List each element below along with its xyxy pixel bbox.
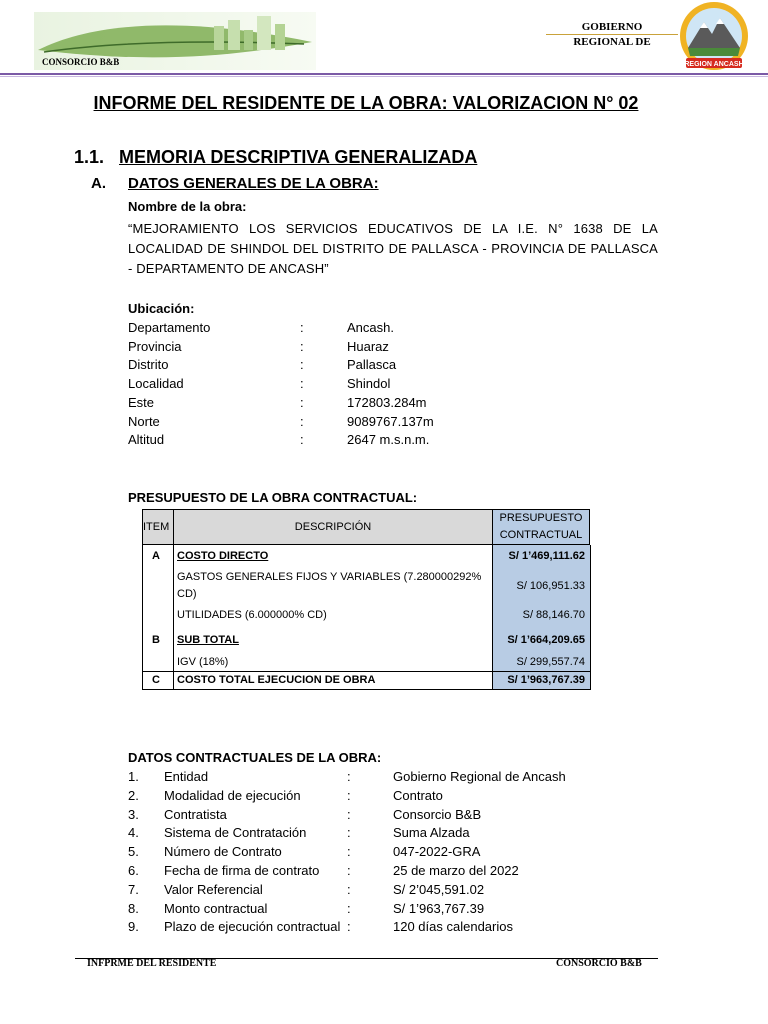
table-item-divider bbox=[173, 545, 174, 689]
obra-label: Nombre de la obra: bbox=[128, 199, 247, 214]
ubicacion-row bbox=[128, 395, 528, 413]
contractual-row bbox=[128, 863, 688, 881]
contractual-sep: : bbox=[347, 787, 351, 803]
contractual-sep: : bbox=[347, 863, 351, 878]
row-gg-desc-2: CD) bbox=[177, 588, 197, 600]
ubicacion-sep: : bbox=[300, 414, 304, 429]
ubicacion-key: Este bbox=[128, 395, 155, 410]
ubicacion-value: Pallasca bbox=[347, 357, 397, 372]
row-a-desc: COSTO DIRECTO bbox=[177, 550, 269, 562]
contractual-value: Consorcio B&B bbox=[393, 806, 482, 822]
contractual-number: 2. bbox=[128, 787, 139, 803]
gold-rule bbox=[546, 34, 678, 35]
col-header-desc: DESCRIPCIÓN bbox=[173, 509, 493, 545]
contractual-row bbox=[128, 769, 688, 787]
row-a-amount: S/ 1’469,111.62 bbox=[508, 550, 585, 562]
contractual-value: S/ 2’045,591.02 bbox=[393, 881, 485, 897]
subsection-letter: A. bbox=[91, 175, 106, 192]
table-amount-divider bbox=[492, 545, 493, 689]
subsection-title: DATOS GENERALES DE LA OBRA: bbox=[128, 175, 379, 192]
contractual-value: 120 días calendarios bbox=[393, 919, 513, 935]
contractual-key: Plazo de ejecución contractual bbox=[164, 919, 341, 935]
region-ancash-emblem bbox=[678, 0, 750, 72]
contractual-number: 9. bbox=[128, 919, 139, 935]
presupuesto-label: PRESUPUESTO DE LA OBRA CONTRACTUAL: bbox=[128, 490, 418, 505]
ubicacion-row bbox=[128, 320, 528, 338]
contractual-number: 1. bbox=[128, 769, 139, 784]
ubicacion-sep: : bbox=[300, 432, 304, 447]
contractual-key: Monto contractual bbox=[164, 900, 268, 916]
footer-right: CONSORCIO B&B bbox=[556, 958, 642, 969]
contractual-number: 3. bbox=[128, 806, 139, 822]
row-igv-desc: IGV (18%) bbox=[177, 656, 229, 668]
contractual-row bbox=[128, 825, 688, 843]
consorcio-caption: CONSORCIO B&B bbox=[42, 57, 120, 67]
ubicacion-key: Distrito bbox=[128, 357, 169, 372]
row-b-desc: SUB TOTAL bbox=[177, 634, 239, 646]
contractual-value: S/ 1’963,767.39 bbox=[393, 900, 485, 916]
total-top-rule bbox=[142, 671, 591, 672]
contractual-sep: : bbox=[347, 769, 351, 784]
row-util-desc: UTILIDADES (6.000000% CD) bbox=[177, 609, 327, 621]
ubicacion-row bbox=[128, 376, 528, 394]
contractual-sep: : bbox=[347, 806, 351, 822]
row-b-amount: S/ 1’664,209.65 bbox=[507, 634, 585, 646]
ubicacion-sep: : bbox=[300, 320, 304, 335]
ubicacion-key: Norte bbox=[128, 414, 160, 429]
row-a-item: A bbox=[152, 550, 160, 562]
col-header-item: ITEM bbox=[142, 509, 174, 545]
ubicacion-key: Localidad bbox=[128, 376, 184, 391]
ubicacion-key: Provincia bbox=[128, 339, 182, 354]
ubicacion-sep: : bbox=[300, 357, 304, 372]
contractual-row bbox=[128, 844, 688, 862]
ubicacion-sep: : bbox=[300, 395, 304, 410]
contractual-row bbox=[128, 882, 688, 900]
contractual-key: Valor Referencial bbox=[164, 881, 263, 897]
ubicacion-value: 2647 m.s.n.m. bbox=[347, 432, 430, 447]
contractual-number: 7. bbox=[128, 881, 139, 897]
contractual-sep: : bbox=[347, 844, 351, 860]
gov-line-1: GOBIERNO bbox=[581, 21, 643, 33]
contractual-value: Gobierno Regional de Ancash bbox=[393, 769, 566, 784]
section-title: MEMORIA DESCRIPTIVA GENERALIZADA bbox=[119, 147, 478, 167]
obra-name: “MEJORAMIENTO LOS SERVICIOS EDUCATIVOS DE LA I.E. N° 1638 DE LA LOCALIDAD DE SHINDOL DEL DISTRITO DE PALLASCA - PROVINCIA DE PALLASCA - DEPARTAMENTO DE ANCASH” bbox=[128, 221, 658, 276]
row-b-item: B bbox=[152, 634, 160, 646]
ubicacion-sep: : bbox=[300, 339, 304, 354]
ubicacion-row bbox=[128, 432, 528, 450]
contractual-row bbox=[128, 901, 688, 919]
col-header-presupuesto bbox=[492, 509, 590, 545]
contractual-key: Modalidad de ejecución bbox=[164, 787, 301, 803]
ubicacion-label: Ubicación: bbox=[128, 301, 195, 316]
pres-header-line2: CONTRACTUAL bbox=[499, 529, 583, 541]
contractual-value: 25 de marzo del 2022 bbox=[393, 863, 519, 878]
contractual-key: Número de Contrato bbox=[164, 844, 282, 860]
contractual-row bbox=[128, 788, 688, 806]
contractual-value: 047-2022-GRA bbox=[393, 844, 481, 860]
contractual-row bbox=[128, 807, 688, 825]
contractual-label: DATOS CONTRACTUALES DE LA OBRA: bbox=[128, 750, 382, 765]
pres-header-line1: PRESUPUESTO bbox=[499, 512, 583, 524]
contractual-row bbox=[128, 919, 688, 937]
ubicacion-value: Shindol bbox=[347, 376, 391, 391]
ubicacion-row bbox=[128, 357, 528, 375]
contractual-key: Entidad bbox=[164, 769, 209, 784]
ubicacion-row bbox=[128, 414, 528, 432]
contractual-value: Suma Alzada bbox=[393, 825, 470, 841]
contractual-sep: : bbox=[347, 900, 351, 916]
ubicacion-key: Altitud bbox=[128, 432, 165, 447]
contractual-value: Contrato bbox=[393, 787, 443, 803]
total-bottom-rule bbox=[142, 689, 591, 690]
contractual-sep: : bbox=[347, 825, 351, 841]
contractual-number: 8. bbox=[128, 900, 139, 916]
ubicacion-value: 172803.284m bbox=[347, 395, 427, 410]
contractual-sep: : bbox=[347, 919, 351, 935]
ubicacion-value: Huaraz bbox=[347, 339, 389, 354]
footer-left: INFPRME DEL RESIDENTE bbox=[87, 958, 217, 969]
emblem-text: REGION ANCASH bbox=[684, 61, 744, 68]
row-c-item: C bbox=[152, 674, 160, 686]
table-left-border bbox=[142, 545, 143, 689]
contractual-number: 5. bbox=[128, 844, 139, 860]
report-title: INFORME DEL RESIDENTE DE LA OBRA: VALORIZACION N° 02 bbox=[93, 93, 639, 113]
ubicacion-row bbox=[128, 339, 528, 357]
row-igv-amount: S/ 299,557.74 bbox=[516, 656, 585, 668]
section-number: 1.1. bbox=[74, 147, 105, 167]
row-gg-amount: S/ 106,951.33 bbox=[516, 580, 585, 592]
contractual-key: Fecha de firma de contrato bbox=[164, 863, 320, 878]
row-util-amount: S/ 88,146.70 bbox=[522, 609, 585, 621]
gov-line-2: REGIONAL DE bbox=[573, 36, 651, 48]
contractual-key: Contratista bbox=[164, 806, 227, 822]
contractual-key: Sistema de Contratación bbox=[164, 825, 307, 841]
header-rule-light bbox=[0, 76, 768, 77]
ubicacion-value: 9089767.137m bbox=[347, 414, 434, 429]
ubicacion-value: Ancash. bbox=[347, 320, 394, 335]
row-c-desc: COSTO TOTAL EJECUCION DE OBRA bbox=[177, 674, 376, 686]
contractual-sep: : bbox=[347, 881, 351, 897]
contractual-number: 6. bbox=[128, 863, 139, 878]
budget-table bbox=[142, 509, 591, 691]
ubicacion-key: Departamento bbox=[128, 320, 211, 335]
header-rule bbox=[0, 73, 768, 75]
contractual-number: 4. bbox=[128, 825, 139, 841]
ubicacion-sep: : bbox=[300, 376, 304, 391]
row-c-amount: S/ 1’963,767.39 bbox=[507, 674, 585, 686]
row-gg-desc: GASTOS GENERALES FIJOS Y VARIABLES (7.280000292% bbox=[177, 571, 482, 583]
gobierno-regional-label bbox=[546, 20, 678, 50]
